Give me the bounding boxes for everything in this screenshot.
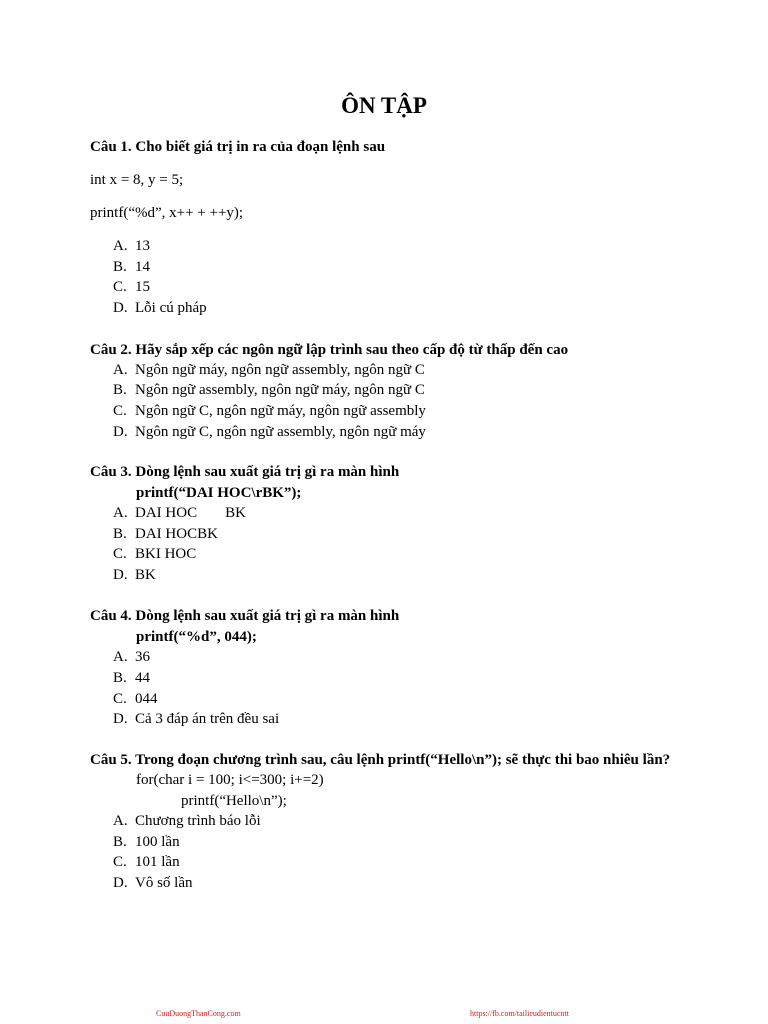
option-letter: A. bbox=[113, 649, 128, 665]
question-1-option-a bbox=[113, 236, 150, 256]
option-letter: C. bbox=[113, 403, 127, 419]
option-letter: B. bbox=[113, 670, 127, 686]
question-2-heading: Câu 2. Hãy sắp xếp các ngôn ngữ lập trình sau theo cấp độ từ thấp đến cao bbox=[90, 342, 569, 358]
question-3-option-d bbox=[113, 565, 156, 585]
option-text: 100 lần bbox=[135, 834, 180, 850]
option-letter: B. bbox=[113, 526, 127, 542]
option-text: 36 bbox=[135, 649, 150, 665]
option-letter: C. bbox=[113, 854, 127, 870]
option-letter: D. bbox=[113, 424, 128, 440]
option-letter: A. bbox=[113, 238, 128, 254]
option-text-2: BK bbox=[225, 505, 246, 521]
option-letter: A. bbox=[113, 813, 128, 829]
question-5-option-a bbox=[113, 811, 261, 831]
question-1-option-b bbox=[113, 257, 150, 277]
option-letter: B. bbox=[113, 834, 127, 850]
footer-right-link[interactable]: https://fb.com/tailieudientucntt bbox=[470, 1009, 569, 1018]
question-1-heading: Câu 1. Cho biết giá trị in ra của đoạn lệnh sau bbox=[90, 139, 386, 155]
question-5-option-d bbox=[113, 873, 193, 893]
option-text: 13 bbox=[135, 238, 150, 254]
question-3-option-a bbox=[113, 503, 246, 523]
option-letter: B. bbox=[113, 259, 127, 275]
question-4-option-d bbox=[113, 709, 279, 729]
question-1-code-line-1: int x = 8, y = 5; bbox=[90, 172, 184, 188]
question-1-code-line-2: printf(“%d”, x++ + ++y); bbox=[90, 205, 244, 221]
option-text: Cả 3 đáp án trên đều sai bbox=[135, 711, 280, 727]
question-3-option-b bbox=[113, 524, 218, 544]
question-1-option-d bbox=[113, 298, 207, 318]
question-5-option-c bbox=[113, 852, 180, 872]
question-2-option-c bbox=[113, 401, 426, 421]
option-letter: D. bbox=[113, 711, 128, 727]
option-letter: B. bbox=[113, 382, 127, 398]
option-text: BKI HOC bbox=[135, 546, 197, 562]
option-text: Vô số lần bbox=[135, 875, 193, 891]
option-letter: C. bbox=[113, 279, 127, 295]
option-text: Ngôn ngữ assembly, ngôn ngữ máy, ngôn ngữ C bbox=[135, 382, 425, 398]
option-letter: D. bbox=[113, 875, 128, 891]
question-4-option-b bbox=[113, 668, 150, 688]
option-text: DAI HOCBK bbox=[135, 526, 218, 542]
question-5-option-b bbox=[113, 832, 180, 852]
question-4-option-c bbox=[113, 689, 158, 709]
question-3-heading: Câu 3. Dòng lệnh sau xuất giá trị gì ra màn hình bbox=[90, 464, 400, 480]
question-2-option-d bbox=[113, 422, 426, 442]
option-text: 14 bbox=[135, 259, 150, 275]
option-letter: C. bbox=[113, 546, 127, 562]
option-letter: C. bbox=[113, 691, 127, 707]
option-text: Ngôn ngữ C, ngôn ngữ máy, ngôn ngữ assembly bbox=[135, 403, 426, 419]
question-4-option-a bbox=[113, 647, 150, 667]
option-text: 044 bbox=[135, 691, 158, 707]
question-4-heading: Câu 4. Dòng lệnh sau xuất giá trị gì ra màn hình bbox=[90, 608, 400, 624]
option-text: DAI HOC bbox=[135, 505, 198, 521]
option-text: Ngôn ngữ máy, ngôn ngữ assembly, ngôn ngữ C bbox=[135, 362, 425, 378]
question-5-code-line-2: printf(“Hello\n”); bbox=[181, 793, 287, 809]
option-letter: D. bbox=[113, 300, 128, 316]
option-text: Lỗi cú pháp bbox=[135, 300, 207, 316]
page-title: ÔN TẬP bbox=[341, 93, 427, 118]
option-text: BK bbox=[135, 567, 156, 583]
question-4-code: printf(“%d”, 044); bbox=[136, 629, 257, 645]
question-5-heading: Câu 5. Trong đoạn chương trình sau, câu lệnh printf(“Hello\n”); sẽ thực thi bao nhiêu lần? bbox=[90, 752, 671, 768]
option-letter: A. bbox=[113, 362, 128, 378]
option-text: 15 bbox=[135, 279, 150, 295]
option-text: 44 bbox=[135, 670, 150, 686]
question-1-option-c bbox=[113, 277, 150, 297]
option-text: Ngôn ngữ C, ngôn ngữ assembly, ngôn ngữ máy bbox=[135, 424, 426, 440]
question-3-code: printf(“DAI HOC\rBK”); bbox=[136, 485, 302, 501]
option-text: 101 lần bbox=[135, 854, 180, 870]
question-3-option-c bbox=[113, 544, 196, 564]
footer-left-link[interactable]: CuuDuongThanCong.com bbox=[156, 1009, 241, 1018]
question-2-option-b bbox=[113, 380, 425, 400]
option-text: Chương trình báo lỗi bbox=[135, 813, 261, 829]
question-5-code-line-1: for(char i = 100; i<=300; i+=2) bbox=[136, 772, 324, 788]
option-letter: D. bbox=[113, 567, 128, 583]
question-2-option-a bbox=[113, 360, 425, 380]
option-letter: A. bbox=[113, 505, 128, 521]
